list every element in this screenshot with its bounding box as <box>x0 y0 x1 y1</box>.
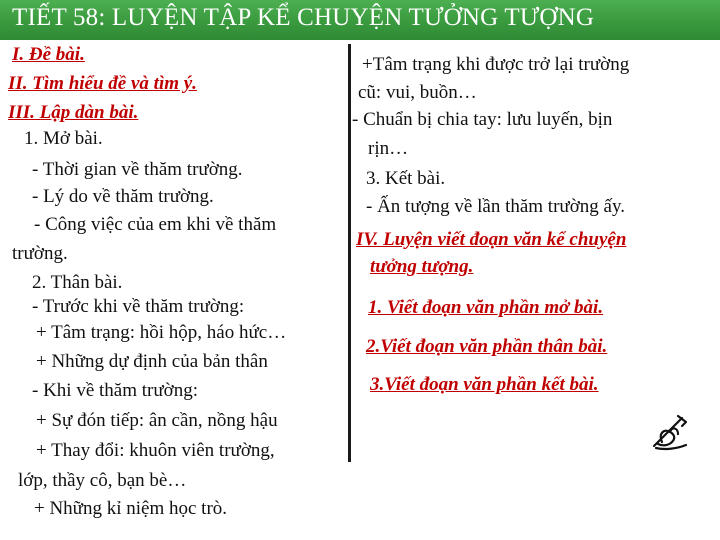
heading-than-bai: 2. Thân bài. <box>32 272 123 293</box>
heading-mo-bai: 1. Mở bài. <box>24 128 103 149</box>
text-line: + Thay đổi: khuôn viên trường, <box>36 440 275 461</box>
task-mo-bai: 1. Viết đoạn văn phần mở bài. <box>368 297 604 318</box>
text-line: cũ: vui, buồn… <box>358 82 477 103</box>
text-line: + Những dự định của bản thân <box>36 351 268 372</box>
text-line: lớp, thầy cô, bạn bè… <box>18 470 187 491</box>
section-heading-lap-dan-bai: III. Lập dàn bài. <box>8 102 139 123</box>
text-line: + Sự đón tiếp: ân cần, nồng hậu <box>36 410 278 431</box>
title-bar <box>0 0 720 40</box>
text-line: + Những kỉ niệm học trò. <box>34 498 228 519</box>
text-line: - Khi về thăm trường: <box>32 380 198 401</box>
section-heading-luyen-viet: IV. Luyện viết đoạn văn kể chuyện <box>356 229 627 250</box>
column-divider <box>348 44 351 462</box>
section-heading-de-bai: I. Đề bài. <box>12 44 85 65</box>
text-line: trường. <box>12 243 68 264</box>
page-title: TIẾT 58: LUYỆN TẬP KỂ CHUYỆN TƯỞNG TƯỢNG <box>12 4 595 31</box>
task-ket-bai: 3.Viết đoạn văn phần kết bài. <box>370 374 599 395</box>
text-line: - Lý do về thăm trường. <box>32 186 214 207</box>
text-line: +Tâm trạng khi được trở lại trường <box>362 54 630 75</box>
heading-ket-bai: 3. Kết bài. <box>366 168 446 189</box>
section-heading-tim-hieu-de: II. Tìm hiểu đề và tìm ý. <box>8 73 197 94</box>
writing-hand-icon <box>648 412 692 452</box>
text-line: - Công việc của em khi về thăm <box>34 214 277 235</box>
text-line: - Chuẩn bị chia tay: lưu luyến, bịn <box>352 109 613 130</box>
text-line: - Ấn tượng về lần thăm trường ấy. <box>366 196 625 217</box>
text-line: - Thời gian về thăm trường. <box>32 159 243 180</box>
task-than-bai: 2.Viết đoạn văn phần thân bài. <box>366 336 608 357</box>
text-line: + Tâm trạng: hồi hộp, háo hức… <box>36 322 287 343</box>
text-line: - Trước khi về thăm trường: <box>32 296 245 317</box>
section-heading-luyen-viet-cont: tưởng tượng. <box>370 256 474 277</box>
text-line: rịn… <box>368 138 409 159</box>
